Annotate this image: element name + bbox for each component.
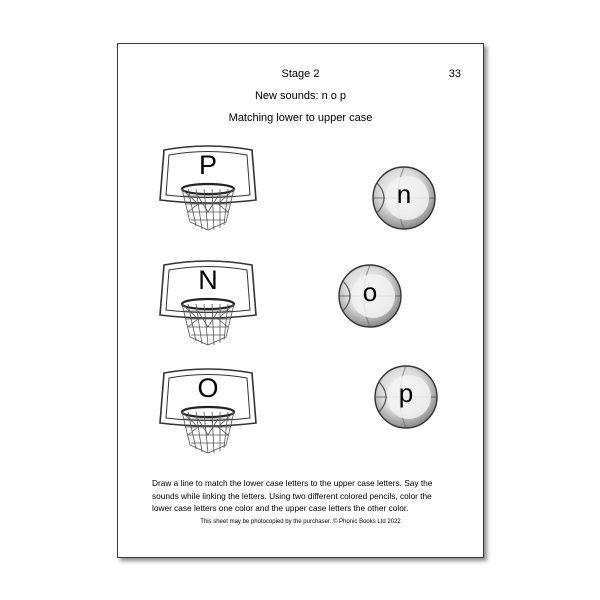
worksheet-page [117,43,484,558]
activity-heading: Matching lower to upper case [228,112,373,124]
uppercase-letter: O [197,373,219,403]
backboard-uppercase-1 [158,144,256,232]
backboard-uppercase-2 [158,259,256,347]
lowercase-letter: o [362,277,378,307]
uppercase-letter: N [198,265,218,295]
lowercase-letter: p [398,378,414,408]
basketball-lowercase-2 [337,263,403,329]
uppercase-letter: P [198,150,217,180]
instructions-text: Draw a line to match the lower case letters to the upper case letters. Say the sounds while linking the letters. Using two different colored pencils, color the lower case letters one color and the upper case letters the other color. [152,478,433,513]
basketball-lowercase-3 [373,364,439,430]
copyright-footer: This sheet may be photocopied by the purchaser. © Phonic Books Ltd 2022 [200,519,401,525]
basketball-lowercase-1 [371,165,437,231]
page-title: Stage 2 [281,68,320,80]
backboard-uppercase-3 [158,367,256,455]
page-subtitle: New sounds: n o p [254,90,347,102]
page-number: 33 [448,68,461,80]
lowercase-letter: n [396,179,412,209]
